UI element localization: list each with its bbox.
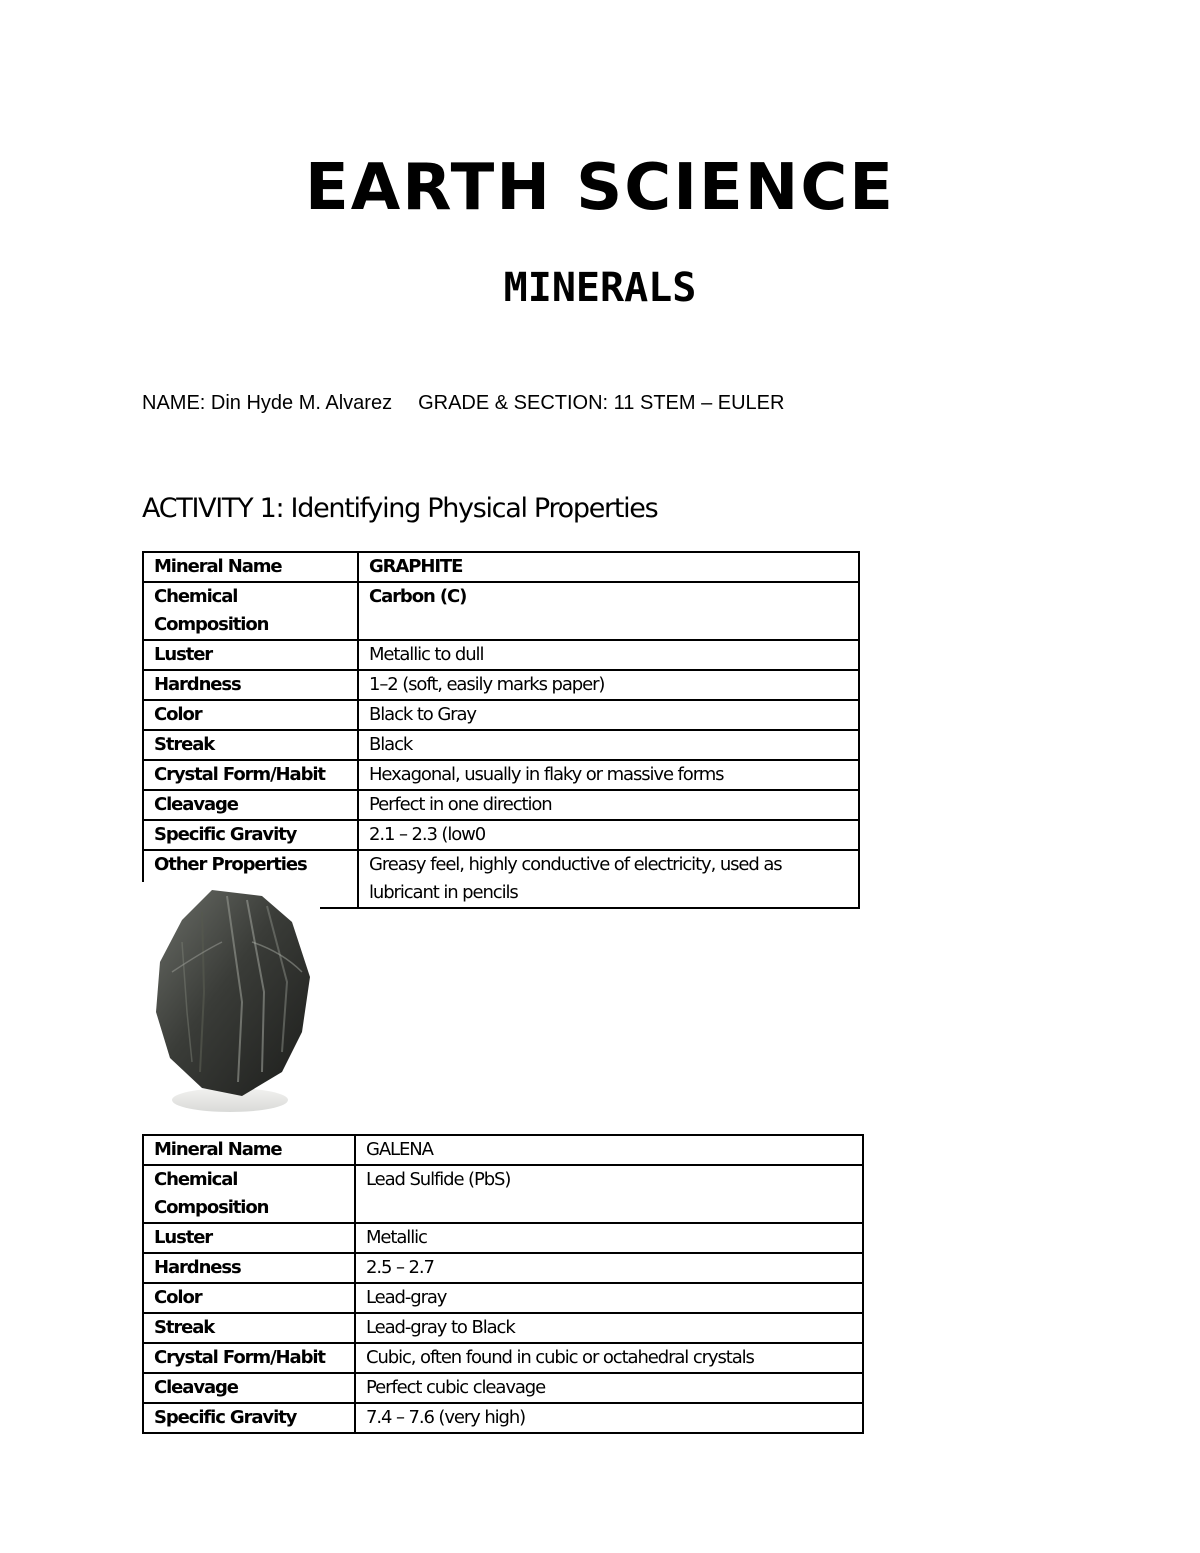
student-info	[142, 390, 784, 416]
property-value: 1–2 (soft, easily marks paper)	[358, 670, 859, 700]
property-label: Hardness	[143, 1253, 355, 1283]
property-label: Streak	[143, 1313, 355, 1343]
table-row	[143, 1165, 863, 1223]
property-value: Metallic	[355, 1223, 863, 1253]
property-label: Crystal Form/Habit	[143, 1343, 355, 1373]
property-label: Hardness	[143, 670, 358, 700]
property-value: 2.5 – 2.7	[355, 1253, 863, 1283]
student-name: NAME: Din Hyde M. Alvarez	[142, 392, 393, 414]
property-value: Perfect in one direction	[358, 790, 859, 820]
property-value: GALENA	[355, 1135, 863, 1165]
table-row	[143, 582, 859, 640]
property-value: Hexagonal, usually in flaky or massive forms	[358, 760, 859, 790]
table-row	[143, 640, 859, 670]
table-row	[143, 1223, 863, 1253]
property-label: Chemical Composition	[143, 1165, 355, 1223]
table-row	[143, 1313, 863, 1343]
table-row	[143, 1253, 863, 1283]
table-row	[143, 1343, 863, 1373]
table-row	[143, 760, 859, 790]
property-value: 7.4 – 7.6 (very high)	[355, 1403, 863, 1433]
page-subtitle: MINERALS	[503, 265, 697, 311]
table-row	[143, 820, 859, 850]
property-label: Specific Gravity	[143, 1403, 355, 1433]
property-value: Perfect cubic cleavage	[355, 1373, 863, 1403]
property-value: Greasy feel, highly conductive of electricity, used as lubricant in pencils	[358, 850, 859, 908]
property-value: GRAPHITE	[358, 552, 859, 582]
property-label: Cleavage	[143, 1373, 355, 1403]
graphite-properties-table	[142, 551, 860, 909]
table-row	[143, 552, 859, 582]
table-row	[143, 790, 859, 820]
property-value: Metallic to dull	[358, 640, 859, 670]
property-value: Lead Sulfide (PbS)	[355, 1165, 863, 1223]
property-label: Chemical Composition	[143, 582, 358, 640]
property-label: Crystal Form/Habit	[143, 760, 358, 790]
property-label: Streak	[143, 730, 358, 760]
property-label: Mineral Name	[143, 1135, 355, 1165]
table-row	[143, 700, 859, 730]
property-value: 2.1 – 2.3 (low0	[358, 820, 859, 850]
property-label: Other Properties	[143, 850, 358, 908]
page-title: EARTH SCIENCE	[305, 151, 895, 225]
galena-properties-table	[142, 1134, 864, 1434]
property-label: Cleavage	[143, 790, 358, 820]
table-row	[143, 1373, 863, 1403]
grade-section: GRADE & SECTION: 11 STEM – EULER	[418, 392, 785, 414]
graphite-specimen-image	[142, 882, 320, 1112]
property-value: Lead-gray to Black	[355, 1313, 863, 1343]
table-row	[143, 1135, 863, 1165]
table-row	[143, 670, 859, 700]
property-label: Mineral Name	[143, 552, 358, 582]
property-value: Black	[358, 730, 859, 760]
table-row	[143, 1403, 863, 1433]
activity-title: ACTIVITY 1: Identifying Physical Properties	[142, 493, 658, 524]
property-value: Cubic, often found in cubic or octahedral crystals	[355, 1343, 863, 1373]
property-label: Color	[143, 1283, 355, 1313]
property-label: Specific Gravity	[143, 820, 358, 850]
property-value: Black to Gray	[358, 700, 859, 730]
table-row	[143, 730, 859, 760]
property-value: Lead-gray	[355, 1283, 863, 1313]
table-row	[143, 1283, 863, 1313]
property-label: Color	[143, 700, 358, 730]
property-label: Luster	[143, 640, 358, 670]
property-label: Luster	[143, 1223, 355, 1253]
property-value: Carbon (C)	[358, 582, 859, 640]
